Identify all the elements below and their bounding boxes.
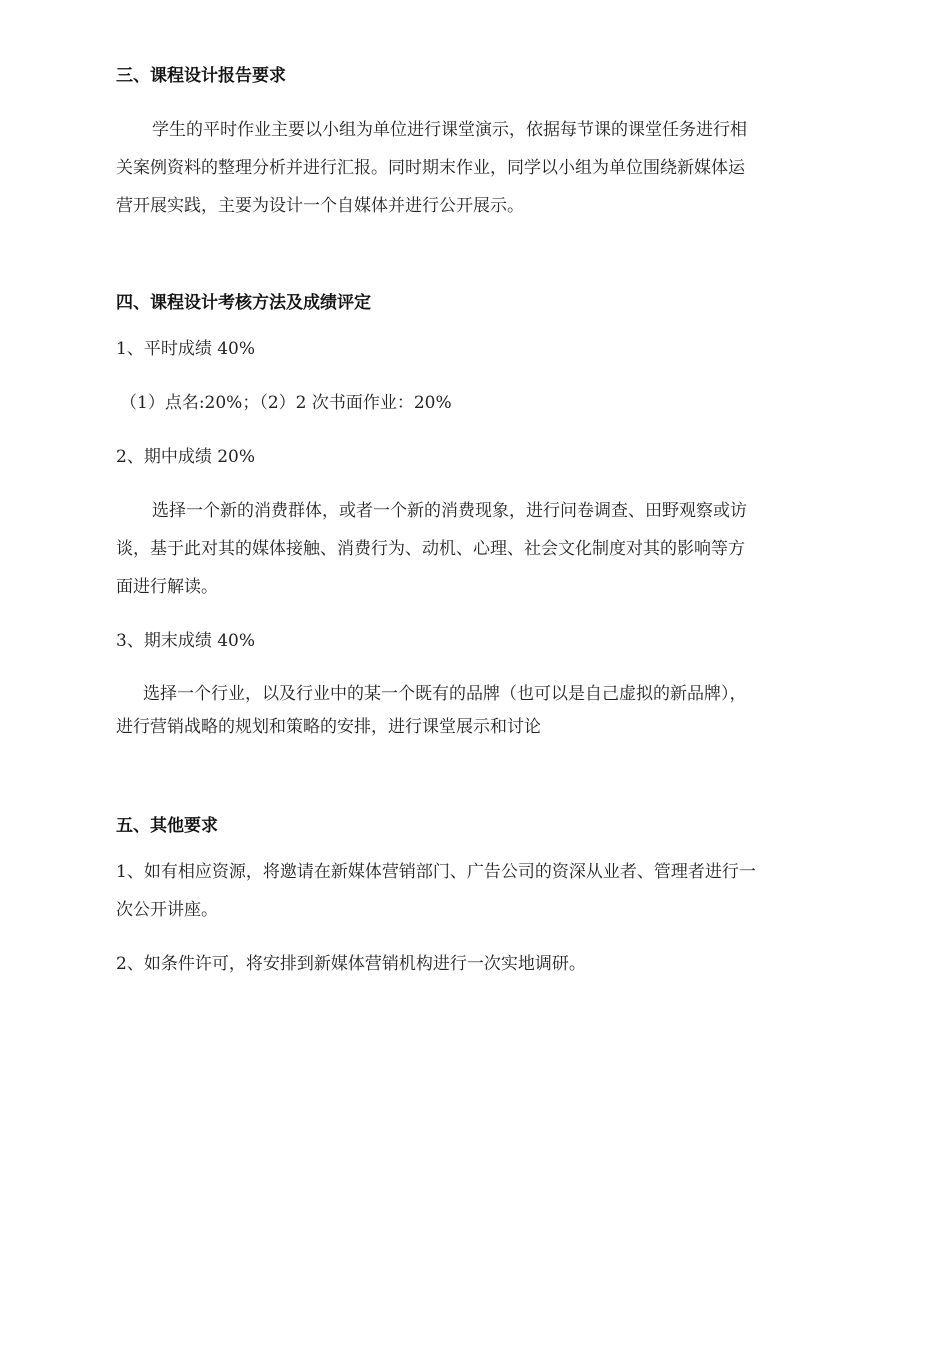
section-5-item-2: 2、如条件许可，将安排到新媒体营销机构进行一次实地调研。 <box>116 954 586 974</box>
section-4-heading: 四、课程设计考核方法及成绩评定 <box>116 293 371 313</box>
section-4-item-3: 3、期末成绩 40% <box>116 631 256 651</box>
section-4-item-2-line: 谈，基于此对其的媒体接触、消费行为、动机、心理、社会文化制度对其的影响等方 <box>116 539 745 559</box>
section-4-item-2-line: 面进行解读。 <box>116 577 218 597</box>
section-3-paragraph-line: 关案例资料的整理分析并进行汇报。同时期末作业，同学以小组为单位围绕新媒体运 <box>116 158 745 178</box>
section-4-item-1-detail: （1）点名:20%；（2）2 次书面作业：20% <box>120 393 452 413</box>
section-5-heading: 五、其他要求 <box>116 816 218 836</box>
section-3-paragraph-line: 学生的平时作业主要以小组为单位进行课堂演示，依据每节课的课堂任务进行相 <box>152 120 747 140</box>
section-4-item-2-line: 选择一个新的消费群体，或者一个新的消费现象，进行问卷调查、田野观察或访 <box>152 501 747 521</box>
section-4-item-3-line: 进行营销战略的规划和策略的安排，进行课堂展示和讨论 <box>116 717 541 737</box>
section-3-paragraph-line: 营开展实践，主要为设计一个自媒体并进行公开展示。 <box>116 196 524 216</box>
section-4-item-1: 1、平时成绩 40% <box>116 339 256 359</box>
section-4-item-2: 2、期中成绩 20% <box>116 447 256 467</box>
section-4-item-3-line: 选择一个行业，以及行业中的某一个既有的品牌（也可以是自己虚拟的新品牌）， <box>143 684 747 704</box>
section-5-item-1-line: 次公开讲座。 <box>116 900 218 920</box>
section-3-heading: 三、课程设计报告要求 <box>116 66 286 86</box>
section-5-item-1-line: 1、如有相应资源，将邀请在新媒体营销部门、广告公司的资深从业者、管理者进行一 <box>116 862 756 882</box>
